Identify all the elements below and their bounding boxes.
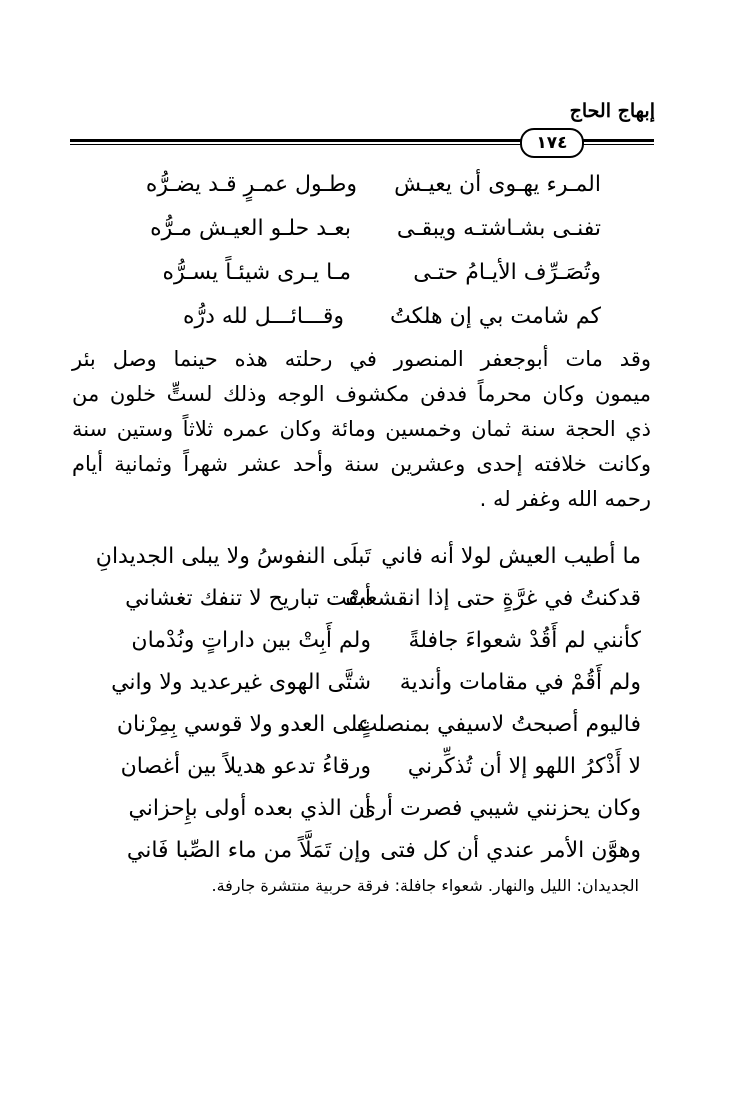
verse [0,251,729,295]
prose-line: وقد مات أبوجعفر المنصور في رحلته هذه حينما وصل بئر [72,347,651,371]
verse-first-hemistich: وهوَّن الأمر عندي أن كل فتى [380,838,641,863]
verse-first-hemistich: ولم أَقُمْ في مقامات وأندية [399,670,641,695]
prose-line: ميمون وكان محرماً فدفن مكشوف الوجه وذلك لستٍّ خلون من [72,382,651,406]
verse [0,535,729,579]
verse [0,787,729,831]
footnote: الجديدان: الليل والنهار. شعواء جافلة: فرقة حربية منتشرة جارفة. [211,876,639,895]
prose-paragraph [72,342,651,517]
verse-first-hemistich: لا أَذْكرُ اللهو إلا أن تُذكِّرني [407,754,641,779]
verse [0,661,729,705]
verse-second-hemistich: ورقاءُ تدعو هديلاً بين أغصان [120,754,371,779]
verse [0,703,729,747]
prose-line: رحمه الله وغفر له . [479,487,651,511]
verse-first-hemistich: المـرء يهـوى أن يعيـش [394,172,601,197]
verse-first-hemistich: كم شامت بي إن هلكتُ [390,304,601,329]
verse-first-hemistich: فاليوم أصبحتُ لاسيفي بمنصلتٍ [356,712,641,737]
verse-second-hemistich: شتَّى الهوى غيرعديد ولا واني [111,670,371,695]
verse-second-hemistich: بعـد حلـو العيـش مـرُّه [150,216,351,241]
verse-first-hemistich: قدكنتُ في غرَّةٍ حتى إذا انقشعتْ [345,586,641,611]
prose-line: ذي الحجة سنة ثمان وخمسين ومائة وكان عمره ثلاثاً وستين سنة [72,417,651,441]
verse [0,745,729,789]
verse [0,163,729,207]
verse [0,207,729,251]
running-title: إبهاج الحاج [569,100,655,122]
verse-second-hemistich: وطـول عمـرٍ قـد يضـرُّه [145,172,357,197]
page-number: ١٧٤ [520,128,584,158]
verse-second-hemistich: ولم أَبِتْ بين داراتٍ ونُدْمان [131,628,371,653]
verse [0,577,729,621]
verse [0,619,729,663]
verse-second-hemistich: تَبلَى النفوسُ ولا يبلى الجديدانِ [95,544,371,569]
verse-first-hemistich: وكان يحزنني شيبي فصرت أرى [359,796,641,821]
prose-line: وكانت خلافته إحدى وعشرين سنة وأحد عشر شهراً وثمانية أيام [72,452,651,476]
verse [0,829,729,873]
verse-second-hemistich: على العدو ولا قوسي بِمِرْنان [116,712,371,737]
verse [0,295,729,339]
verse-first-hemistich: كأنني لم أَقُدْ شعواءَ جافلةً [408,628,641,653]
verse-second-hemistich: وإن تَمَلَّاً من ماء الصِّبا فَاني [126,838,371,863]
verse-first-hemistich: وتُصَـرِّف الأيـامُ حتـى [413,260,601,285]
verse-first-hemistich: ما أطيب العيش لولا أنه فاني [381,544,641,569]
verse-second-hemistich: أبقت تباريح لا تنفك تغشاني [125,586,371,611]
verse-first-hemistich: تفنـى بشـاشتـه ويبقـى [396,216,601,241]
verse-second-hemistich: مـا يـرى شيئـاً يسـرُّه [162,260,351,285]
verse-second-hemistich: أن الذي بعده أولى بإِحزاني [128,796,371,821]
verse-second-hemistich: وقـــائـــل لله درُّه [182,304,344,329]
